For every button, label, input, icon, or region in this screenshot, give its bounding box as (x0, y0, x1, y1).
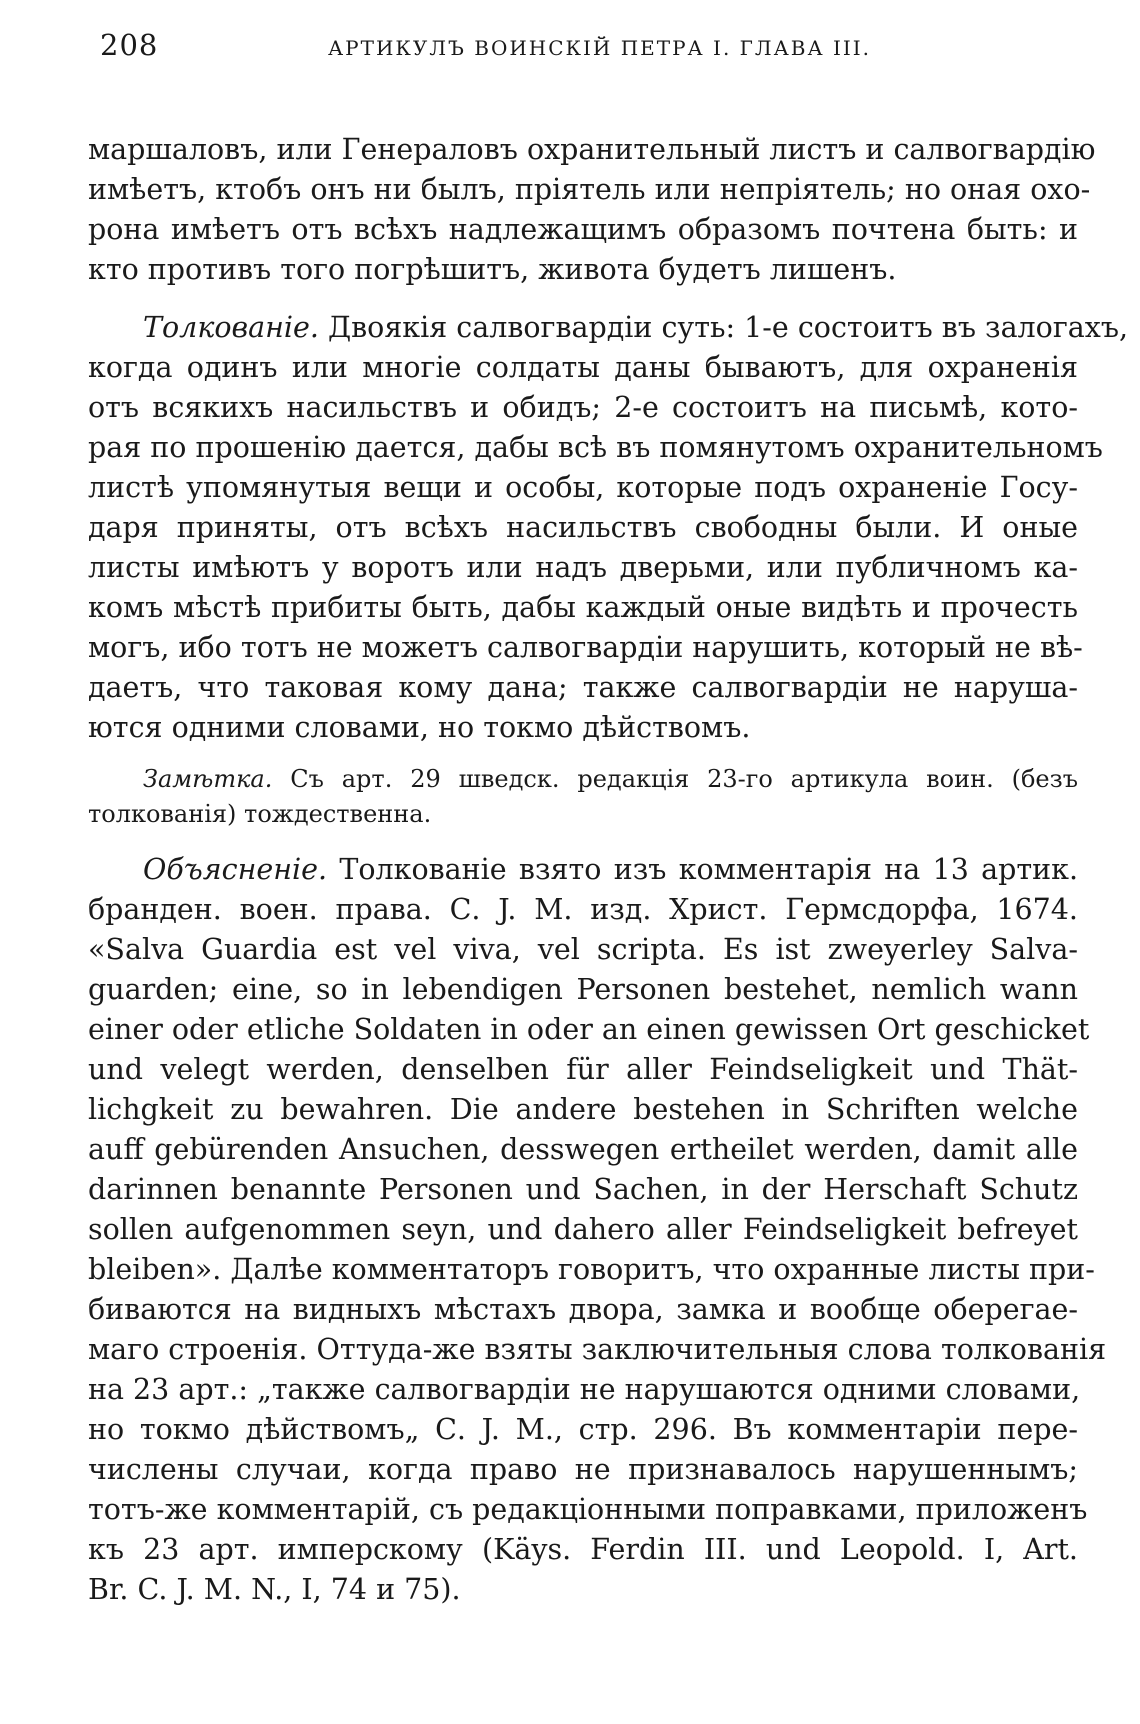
text-line: «Salva Guardia est vel viva, vel scripta. Es ist zweyerley Salva- (88, 933, 1078, 966)
text-fragment: Двоякія салвогвардіи суть: 1-е состоитъ въ залогахъ, (327, 311, 1129, 344)
explanation-lead: Объясненіе. (143, 853, 328, 886)
text-line: отъ всякихъ насильствъ и обидъ; 2-е состоитъ на письмѣ, кото- (88, 391, 1078, 424)
text-line: einer oder etliche Soldaten in oder an einen gewissen Ort geschicket (88, 1013, 1090, 1046)
text-line: und velegt werden, denselben für aller Feindseligkeit und Thät- (88, 1053, 1078, 1086)
text-line: толкованія) тождественна. (88, 800, 432, 828)
note-paragraph (88, 762, 1078, 832)
text-line: кто противъ того погрѣшитъ, живота будетъ лишенъ. (88, 253, 897, 286)
text-line: могъ, ибо тотъ не можетъ салвогвардіи нарушить, который не вѣ- (88, 631, 1083, 664)
text-line (88, 850, 1078, 890)
text-line: даетъ, что таковая кому дана; также салвогвардіи не наруша- (88, 671, 1078, 704)
text-line: бранден. воен. права. С. J. M. изд. Христ. Гермсдорфа, 1674. (88, 893, 1078, 926)
text-fragment: Съ арт. 29 шведск. редакція 23-го артикула воин. (безъ (290, 765, 1078, 793)
text-line: биваются на видныхъ мѣстахъ двора, замка и вообще оберегае- (88, 1293, 1078, 1326)
text-line: даря приняты, отъ всѣхъ насильствъ свободны были. И оные (88, 511, 1078, 544)
text-line: комъ мѣстѣ прибиты быть, дабы каждый оные видѣть и прочесть (88, 591, 1078, 624)
text-line: lichgkeit zu bewahren. Die andere bestehen in Schriften welche (88, 1093, 1078, 1126)
text-line: маршаловъ, или Генераловъ охранительный листъ и салвогвардію (88, 133, 1096, 166)
text-line: sollen aufgenommen seyn, und dahero aller Feindseligkeit befreyet (88, 1213, 1078, 1246)
text-line: рая по прошенію дается, дабы всѣ въ помянутомъ охранительномъ (88, 431, 1103, 464)
page-number: 208 (100, 28, 159, 62)
text-line: листѣ упомянутыя вещи и особы, которые подъ охраненіе Госу- (88, 471, 1078, 504)
text-line (88, 762, 1078, 797)
text-line: когда одинъ или многіе солдаты даны бываютъ, для охраненія (88, 351, 1078, 384)
interpretation-paragraph (88, 308, 1129, 748)
page-header (88, 22, 1078, 82)
text-line: Br. C. J. M. N., I, 74 и 75). (88, 1573, 461, 1606)
text-line: числены случаи, когда право не признавалось нарушеннымъ; (88, 1453, 1078, 1486)
text-line: guarden; eine, so in lebendigen Personen bestehet, nemlich wann (88, 973, 1078, 1006)
explanation-paragraph (88, 850, 1107, 1610)
text-line: къ 23 арт. имперскому (Käys. Ferdin III. und Leopold. I, Art. (88, 1533, 1078, 1566)
text-line: рона имѣетъ отъ всѣхъ надлежащимъ образомъ почтена быть: и (88, 213, 1078, 246)
text-line: darinnen benannte Personen und Sachen, in der Herschaft Schutz (88, 1173, 1078, 1206)
running-title: АРТИКУЛЪ ВОИНСКІЙ ПЕТРА I. ГЛАВА III. (328, 36, 872, 60)
text-line (88, 308, 1129, 348)
interpretation-lead: Толкованіе. (143, 311, 319, 344)
text-line: auff gebürenden Ansuchen, desswegen ertheilet werden, damit alle (88, 1133, 1078, 1166)
text-line: маго строенія. Оттуда-же взяты заключительныя слова толкованія (88, 1333, 1107, 1366)
note-lead: Замѣтка. (143, 765, 273, 793)
text-line: bleiben». Далѣе комментаторъ говоритъ, что охранные листы при- (88, 1253, 1095, 1286)
article-text-continuation (88, 130, 1096, 290)
text-line: но токмо дѣйствомъ„ С. J. M., стр. 296. Въ комментаріи пере- (88, 1413, 1078, 1446)
book-page (88, 22, 1129, 1610)
text-line: на 23 арт.: „также салвогвардіи не нарушаются одними словами, (88, 1373, 1081, 1406)
text-line: имѣетъ, ктобъ онъ ни былъ, пріятель или непріятель; но оная охо- (88, 173, 1091, 206)
text-line: тотъ-же комментарій, съ редакціонными поправками, приложенъ (88, 1493, 1088, 1526)
text-fragment: Толкованіе взято изъ комментарія на 13 артик. (339, 853, 1078, 886)
text-line: ются одними словами, но токмо дѣйствомъ. (88, 711, 751, 744)
text-line: листы имѣютъ у воротъ или надъ дверьми, или публичномъ ка- (88, 551, 1078, 584)
